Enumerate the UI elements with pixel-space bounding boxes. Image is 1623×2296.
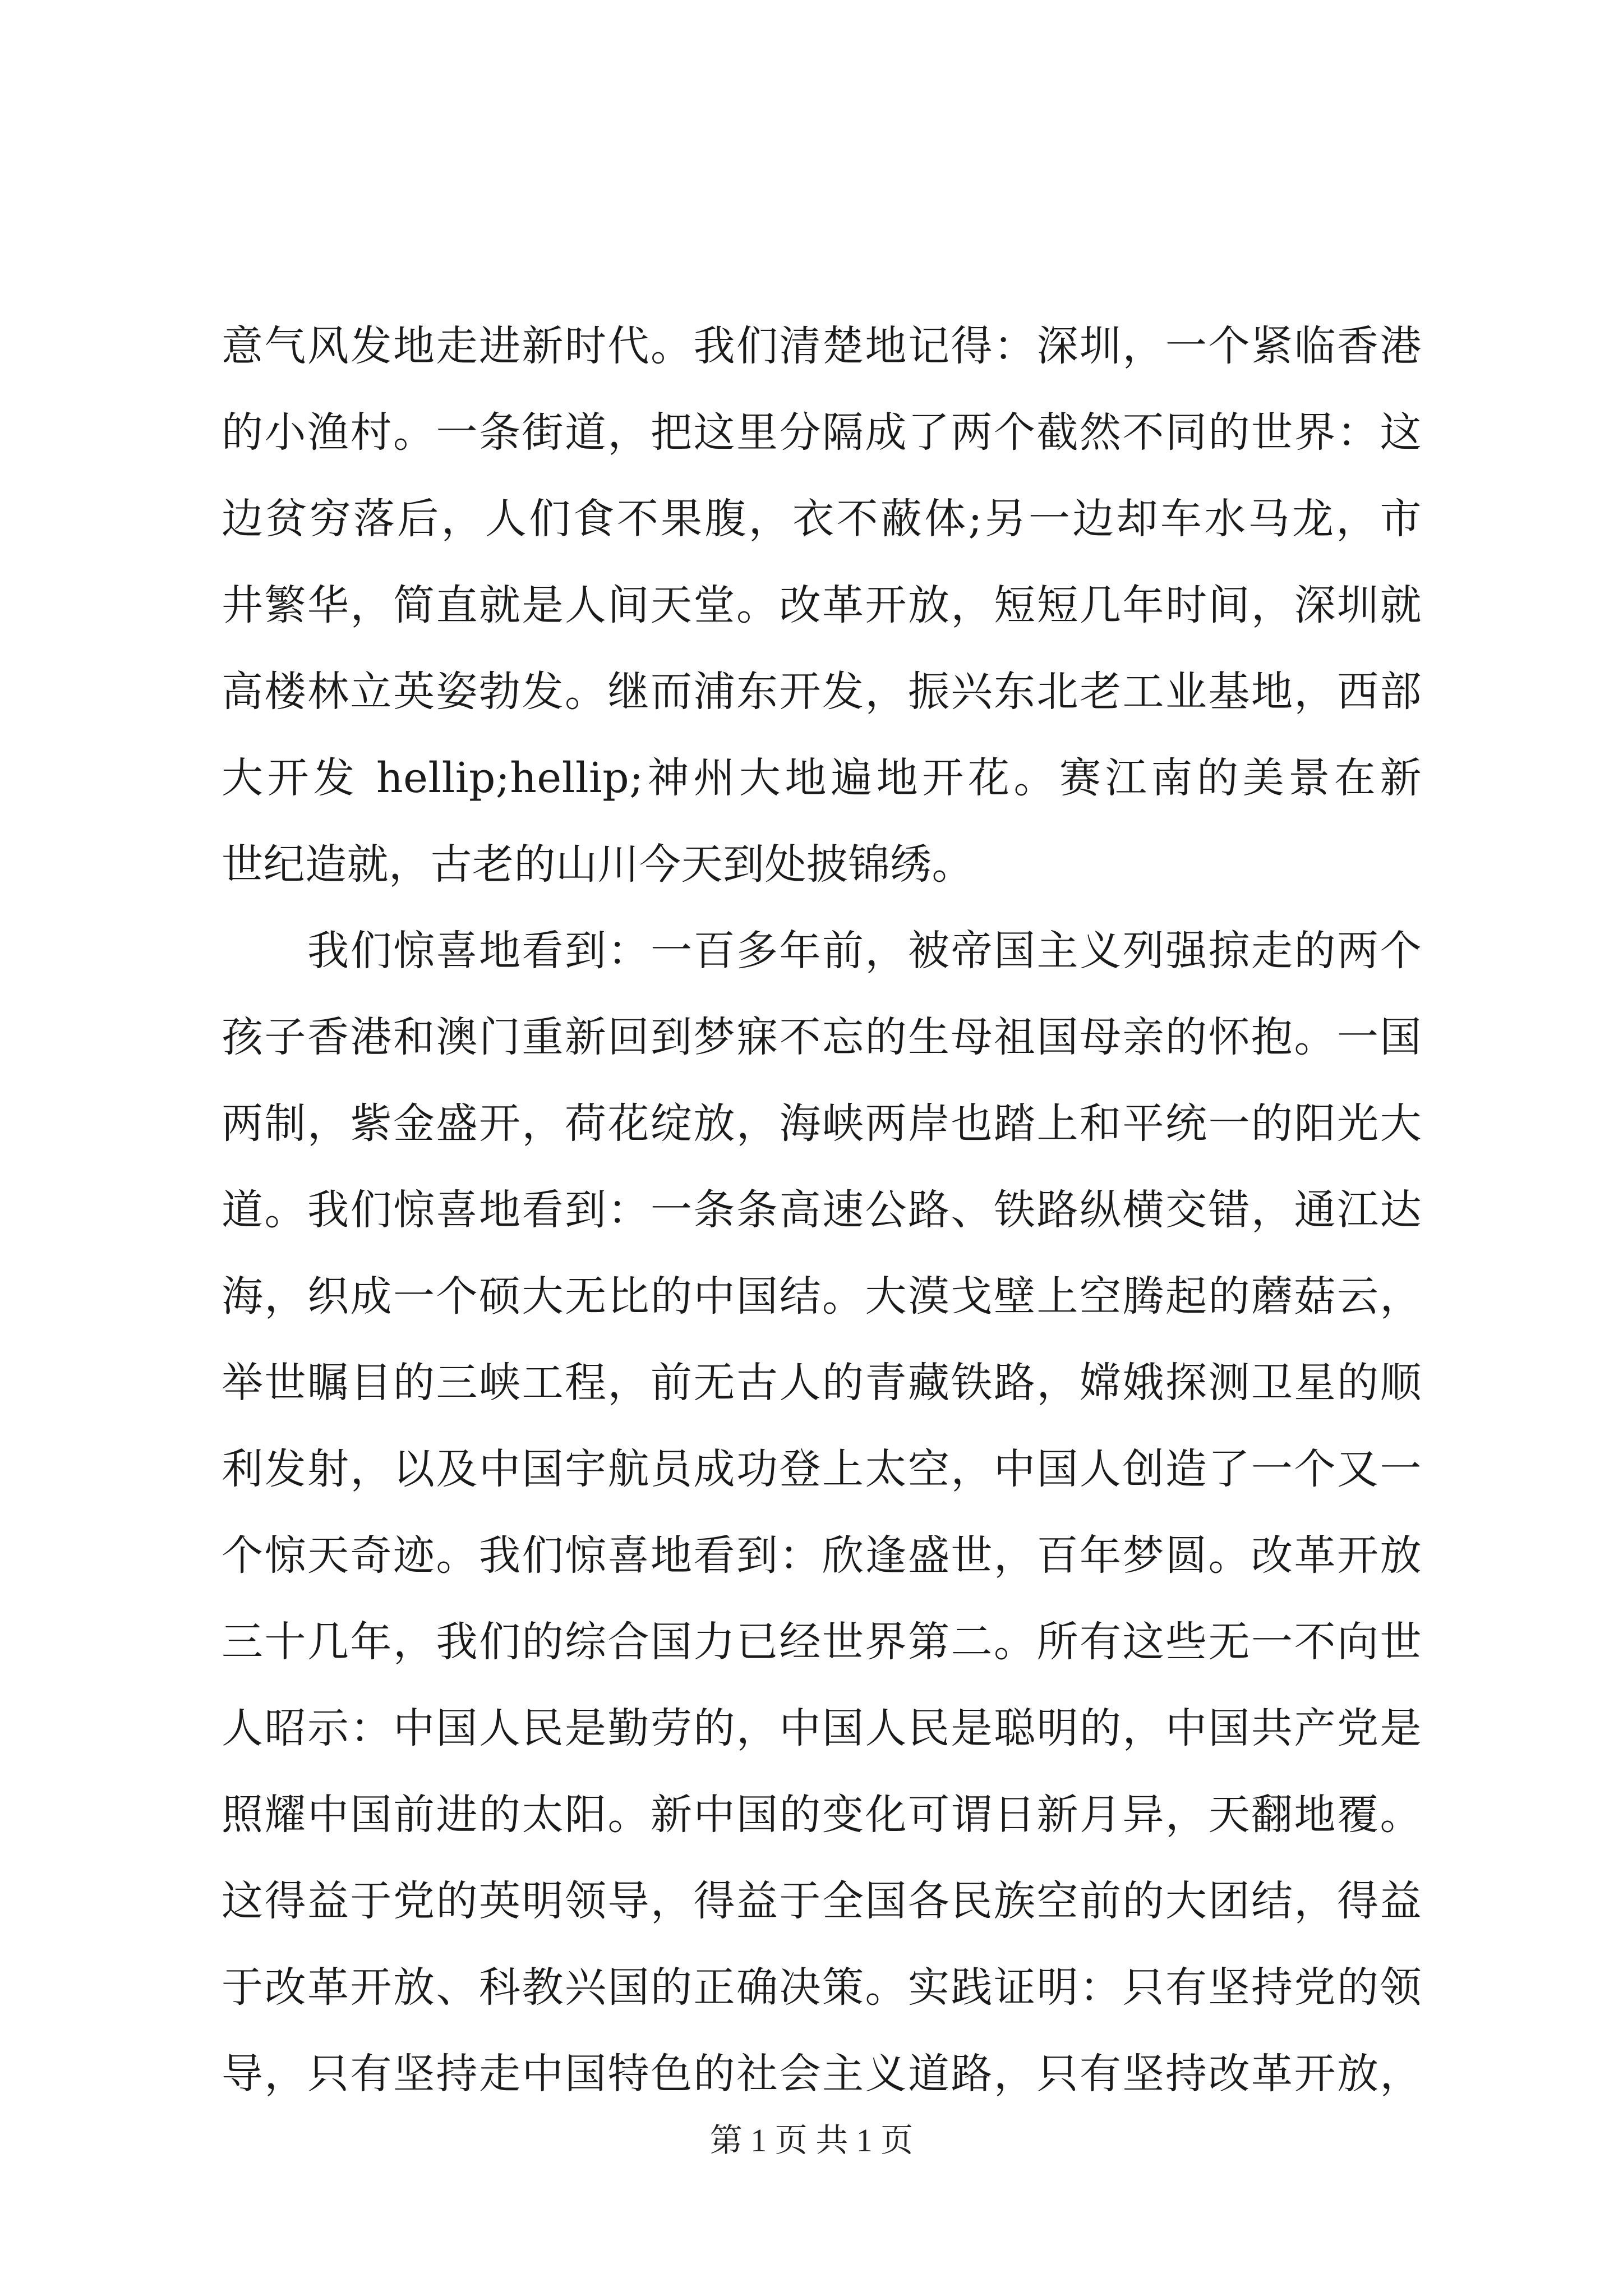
- page-footer: 第 1 页 共 1 页: [709, 2122, 914, 2159]
- paragraph-2: [222, 908, 1422, 2117]
- text-line: 我们惊喜地看到：一百多年前，被帝国主义列强掠走的两个: [222, 927, 1422, 975]
- text-line: 于改革开放、科教兴国的正确决策。实践证明：只有坚持党的领: [222, 1963, 1422, 2012]
- text-line: 利发射，以及中国宇航员成功登上太空，中国人创造了一个又一: [222, 1445, 1422, 1493]
- text-line: 两制，紫金盛开，荷花绽放，海峡两岸也踏上和平统一的阳光大: [222, 1099, 1422, 1148]
- text-line: 道。我们惊喜地看到：一条条高速公路、铁路纵横交错，通江达: [222, 1186, 1422, 1234]
- text-line: 海，织成一个硕大无比的中国结。大漠戈壁上空腾起的蘑菇云，: [222, 1272, 1422, 1320]
- text-line: 井繁华，简直就是人间天堂。改革开放，短短几年时间，深圳就: [222, 581, 1422, 629]
- text-line: 大开发 hellip;hellip;神州大地遍地开花。赛江南的美景在新: [222, 754, 1422, 802]
- text-line: 这得益于党的英明领导，得益于全国各民族空前的大团结，得益: [222, 1877, 1422, 1925]
- text-line: 边贫穷落后，人们食不果腹，衣不蔽体;另一边却车水马龙，市: [222, 495, 1422, 543]
- text-line: 个惊天奇迹。我们惊喜地看到：欣逢盛世，百年梦圆。改革开放: [222, 1531, 1422, 1580]
- text-line: 三十几年，我们的综合国力已经世界第二。所有这些无一不向世: [222, 1618, 1422, 1666]
- text-line: 导，只有坚持走中国特色的社会主义道路，只有坚持改革开放，: [222, 2050, 1422, 2098]
- text-line: 高楼林立英姿勃发。继而浦东开发，振兴东北老工业基地，西部: [222, 668, 1422, 716]
- text-line: 世纪造就，古老的山川今天到处披锦绣。: [222, 840, 974, 889]
- paragraph-1: [222, 303, 1422, 908]
- text-line: 照耀中国前进的太阳。新中国的变化可谓日新月异，天翻地覆。: [222, 1791, 1422, 1839]
- text-line: 意气风发地走进新时代。我们清楚地记得：深圳，一个紧临香港: [222, 322, 1422, 370]
- text-line: 人昭示：中国人民是勤劳的，中国人民是聪明的，中国共产党是: [222, 1704, 1422, 1752]
- text-line: 举世瞩目的三峡工程，前无古人的青藏铁路，嫦娥探测卫星的顺: [222, 1359, 1422, 1407]
- text-line: 的小渔村。一条街道，把这里分隔成了两个截然不同的世界：这: [222, 408, 1422, 457]
- document-body: [222, 303, 1422, 2117]
- text-line: 孩子香港和澳门重新回到梦寐不忘的生母祖国母亲的怀抱。一国: [222, 1013, 1422, 1061]
